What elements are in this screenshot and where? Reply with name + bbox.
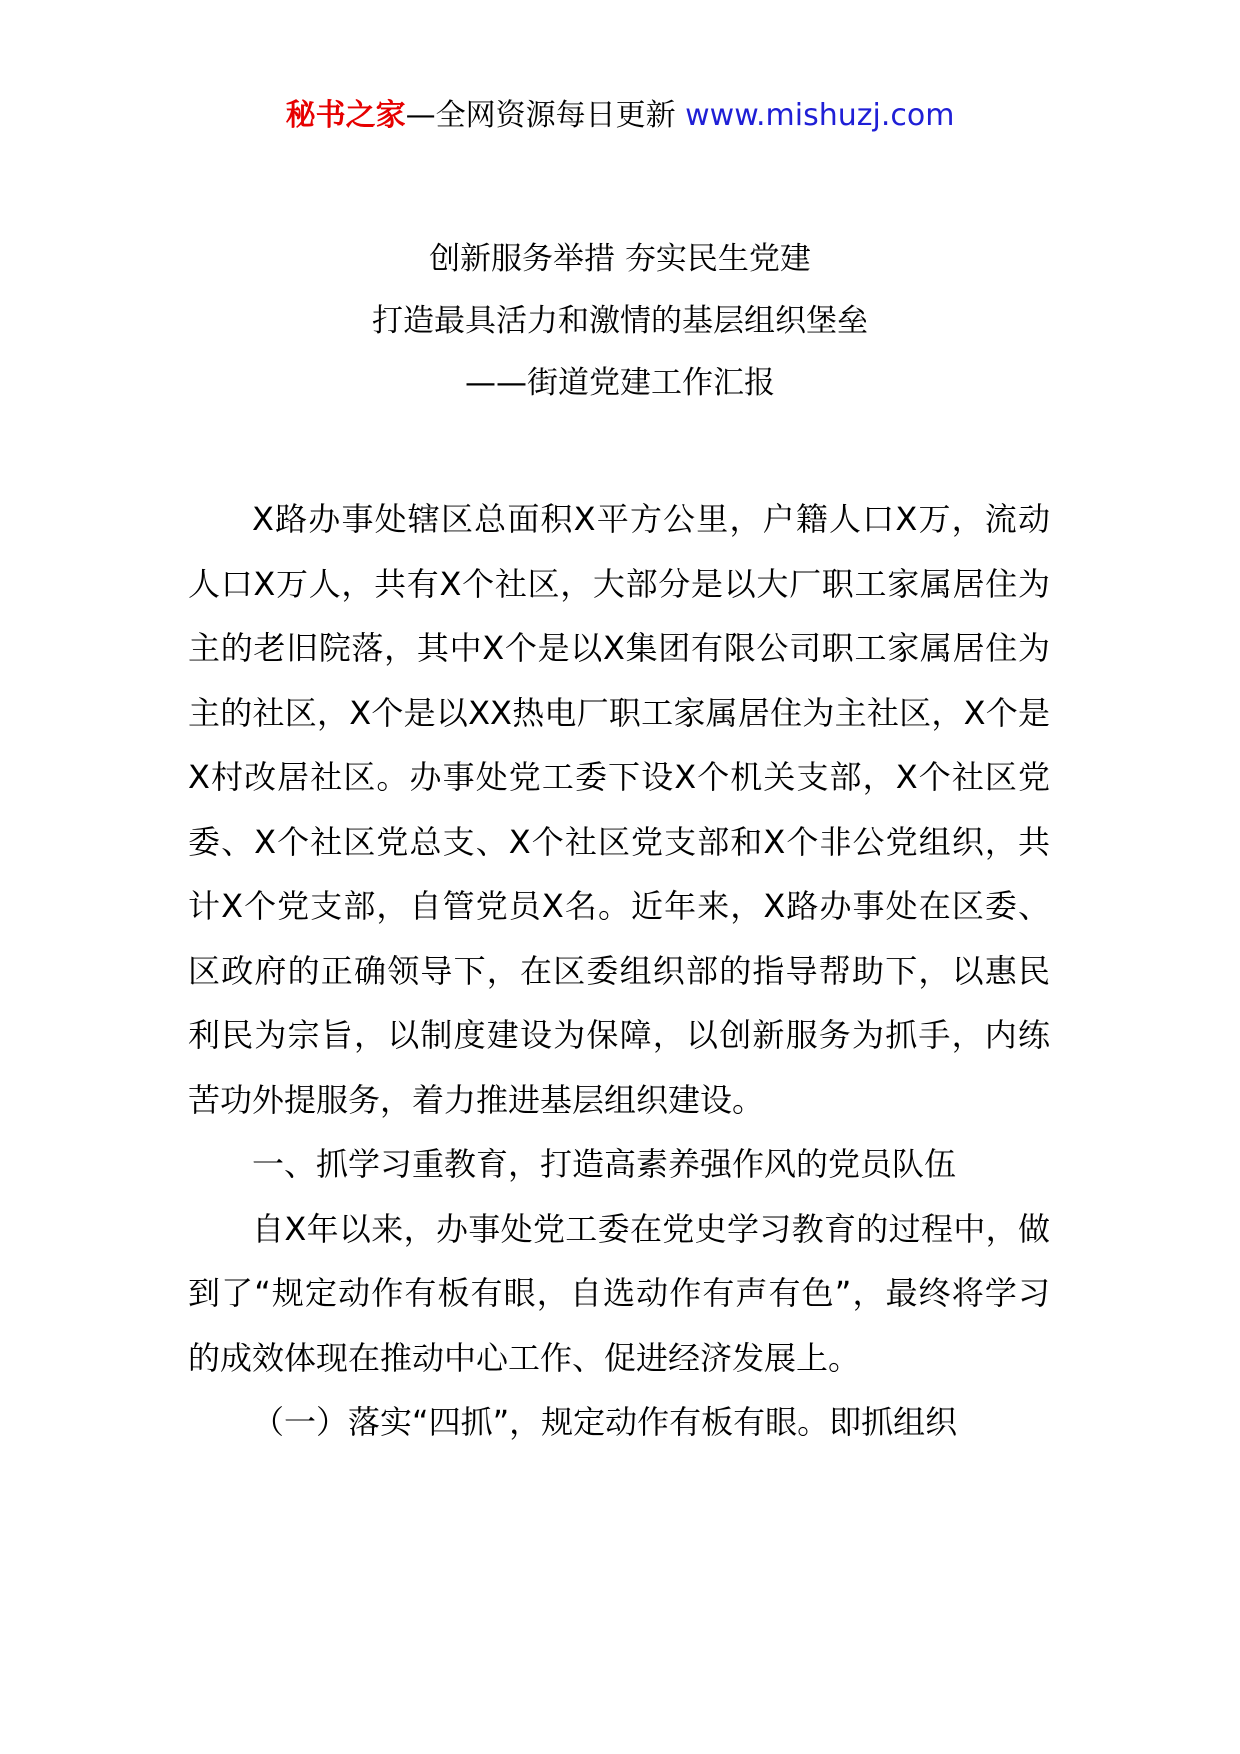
site-tagline: —全网资源每日更新	[405, 98, 686, 133]
document-body	[188, 487, 1050, 1455]
title-line-1: 创新服务举措 夯实民生党建	[429, 241, 811, 277]
site-brand: 秘书之家	[285, 98, 406, 133]
body-paragraph-3: （一）落实“四抓”，规定动作有板有眼。即抓组织	[252, 1403, 958, 1441]
title-line-2: 打造最具活力和激情的基层组织堡垒	[372, 303, 868, 339]
site-header	[0, 96, 1240, 136]
section-heading-1: 一、抓学习重教育，打造高素养强作风的党员队伍	[252, 1145, 957, 1183]
site-url-link[interactable]: www.mishuzj.com	[685, 98, 955, 133]
body-paragraph-intro: X路办事处辖区总面积X平方公里，户籍人口X万，流动人口X万人，共有X个社区，大部分是以大厂职工家属居住为主的老旧院落，其中X个是以X集团有限公司职工家属居住为主的社区，X个是以XX热电厂职工家属居住为主社区，X个是X村改居社区。办事处党工委下设X个机关支部，X个社区党委、X个社区党总支、X个社区党支部和X个非公党组织，共计X个党支部，自管党员X名。近年来，X路办事处在区委、区政府的正确领导下，在区委组织部的指导帮助下，以惠民利民为宗旨，以制度建设为保障，以创新服务为抓手，内练苦功外提服务，着力推进基层组织建设。	[188, 500, 1050, 1119]
document-subtitle: ——街道党建工作汇报	[465, 365, 775, 401]
body-paragraph-2: 自X年以来，办事处党工委在党史学习教育的过程中，做到了“规定动作有板有眼，自选动作有声有色”，最终将学习的成效体现在推动中心工作、促进经济发展上。	[188, 1209, 1050, 1377]
document-title	[0, 228, 1240, 414]
